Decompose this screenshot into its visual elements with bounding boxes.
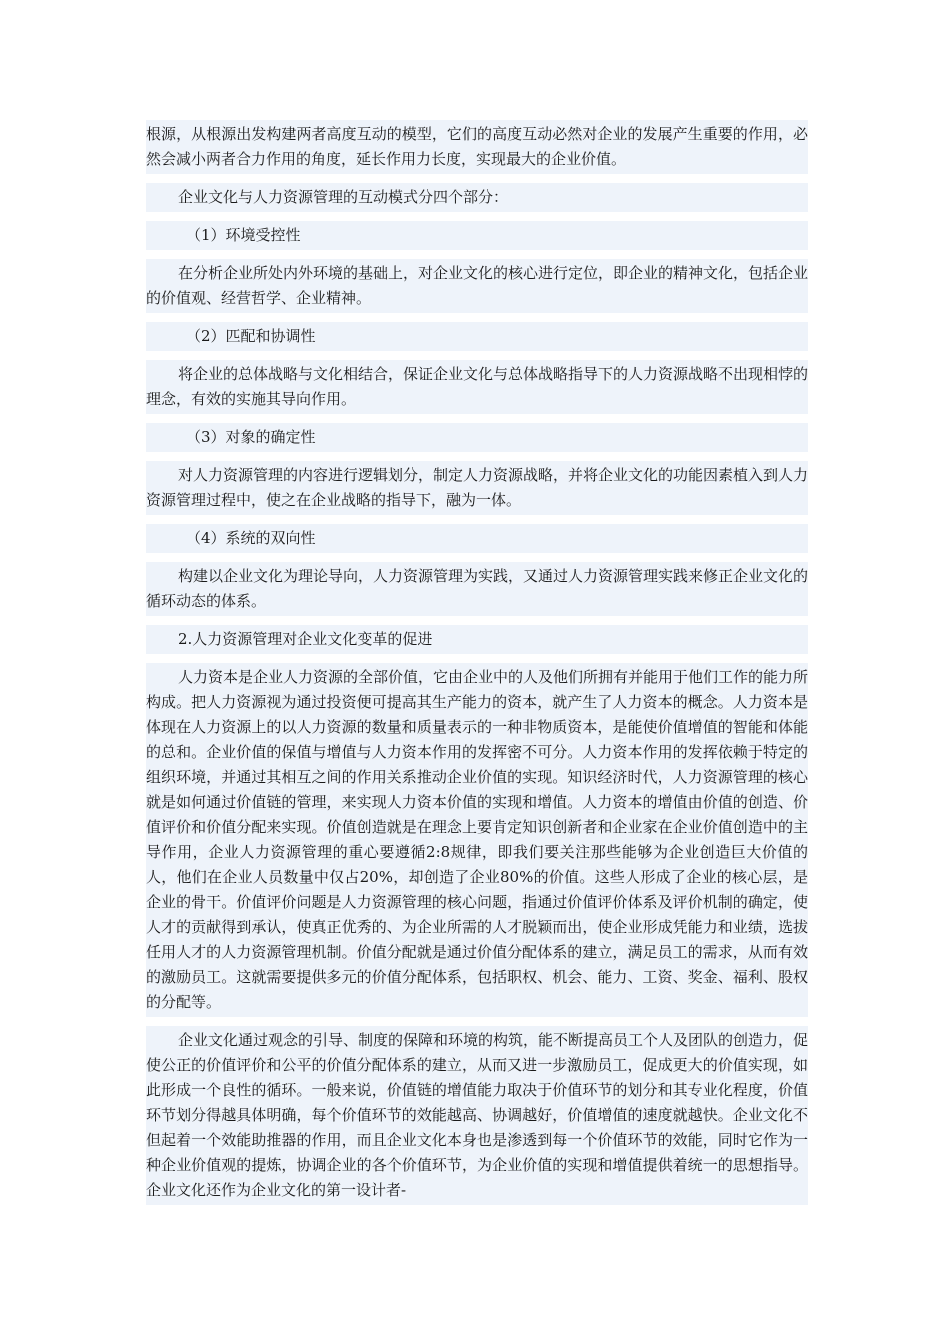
paragraph-1: 在分析企业所处内外环境的基础上，对企业文化的核心进行定位，即企业的精神文化，包括企业的价值观、经营哲学、企业精神。 <box>146 259 808 313</box>
paragraph-3: 对人力资源管理的内容进行逻辑划分，制定人力资源战略，并将企业文化的功能因素植入到人力资源管理过程中，使之在企业战略的指导下，融为一体。 <box>146 461 808 515</box>
paragraph-2: 将企业的总体战略与文化相结合，保证企业文化与总体战略指导下的人力资源战略不出现相悖的理念，有效的实施其导向作用。 <box>146 360 808 414</box>
subheading-3: （3）对象的确定性 <box>146 423 808 452</box>
paragraph-model-overview: 企业文化与人力资源管理的互动模式分四个部分： <box>146 183 808 212</box>
paragraph-4: 构建以企业文化为理论导向，人力资源管理为实践，又通过人力资源管理实践来修正企业文化的循环动态的体系。 <box>146 562 808 616</box>
document-page <box>146 120 808 1214</box>
paragraph-human-capital: 人力资本是企业人力资源的全部价值，它由企业中的人及他们所拥有并能用于他们工作的能力所构成。把人力资源视为通过投资便可提高其生产能力的资本，就产生了人力资本的概念。人力资本是体现在人力资源上的以人力资源的数量和质量表示的一种非物质资本，是能使价值增值的智能和体能的总和。企业价值的保值与增值与人力资本作用的发挥密不可分。人力资本作用的发挥依赖于特定的组织环境，并通过其相互之间的作用关系推动企业价值的实现。知识经济时代，人力资源管理的核心就是如何通过价值链的管理，来实现人力资本价值的实现和增值。人力资本的增值由价值的创造、价值评价和价值分配来实现。价值创造就是在理念上要肯定知识创新者和企业家在企业价值创造中的主导作用，企业人力资源管理的重心要遵循2:8规律，即我们要关注那些能够为企业创造巨大价值的人，他们在企业人员数量中仅占20%，却创造了企业80%的价值。这些人形成了企业的核心层，是企业的骨干。价值评价问题是人力资源管理的核心问题，指通过价值评价体系及评价机制的确定，使人才的贡献得到承认，使真正优秀的、为企业所需的人才脱颖而出，使企业形成凭能力和业绩，选拔任用人才的人力资源管理机制。价值分配就是通过价值分配体系的建立，满足员工的需求，从而有效的激励员工。这就需要提供多元的价值分配体系，包括职权、机会、能力、工资、奖金、福利、股权的分配等。 <box>146 663 808 1017</box>
subheading-1: （1）环境受控性 <box>146 221 808 250</box>
paragraph-intro: 根源，从根源出发构建两者高度互动的模型，它们的高度互动必然对企业的发展产生重要的作用，必然会减小两者合力作用的角度，延长作用力长度，实现最大的企业价值。 <box>146 120 808 174</box>
subheading-2: （2）匹配和协调性 <box>146 322 808 351</box>
paragraph-culture-cycle: 企业文化通过观念的引导、制度的保障和环境的构筑，能不断提高员工个人及团队的创造力，促使公正的价值评价和公平的价值分配体系的建立，从而又进一步激励员工，促成更大的价值实现，如此形成一个良性的循环。一般来说，价值链的增值能力取决于价值环节的划分和其专业化程度，价值环节划分得越具体明确，每个价值环节的效能越高、协调越好，价值增值的速度就越快。企业文化不但起着一个效能助推器的作用，而且企业文化本身也是渗透到每一个价值环节的效能，同时它作为一种企业价值观的提炼，协调企业的各个价值环节，为企业价值的实现和增值提供着统一的思想指导。企业文化还作为企业文化的第一设计者- <box>146 1026 808 1205</box>
subheading-4: （4）系统的双向性 <box>146 524 808 553</box>
section-heading: 2.人力资源管理对企业文化变革的促进 <box>146 625 808 654</box>
